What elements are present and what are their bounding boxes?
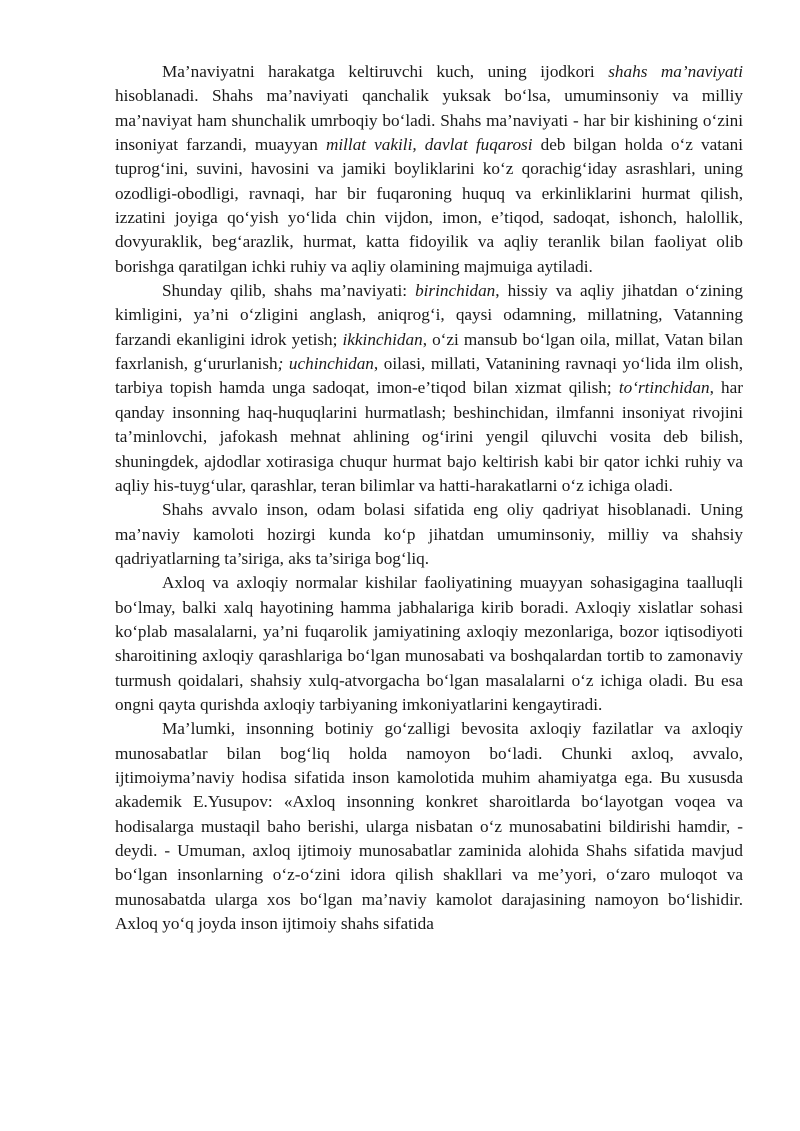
paragraph-5: Ma’lumki, insonning botiniy go‘zalligi bevosita axloqiy fazilatlar va axloqiy munosabatlar bilan bog‘liq holda namoyon bo‘ladi. Chunki axloq, avvalo, ijtimoiyma’naviy hodisa sifatida inson kamolotida muhim ahamiyatga ega. Bu xususda akademik E.Yusupov: «Axloq insonning konkret sharoitlarda bo‘layotgan voqea va hodisalarga mustaqil baho berishi, ularga nisbatan o‘z munosabatini bildirishi hamdir, - deydi. - Umuman, axloq ijtimoiy munosabatlar zaminida alohida Shahs sifatida mavjud bo‘lgan insonlarning o‘z-o‘zini idora qilish shakllari va me’yori, o‘zaro muloqot va munosabatda ularga xos bo‘lgan ma’naviy kamolot darajasining namoyon bo‘lishidir. Axloq yo‘q joyda inson ijtimoiy shahs sifatida: [115, 719, 743, 934]
paragraph-4: Axloq va axloqiy normalar kishilar faoliyatining muayyan sohasigagina taalluqli bo‘lmay, balki xalq hayotining hamma jabhalariga kirib boradi. Axloqiy xislatlar sohasi ko‘plab masalalarni, ya’ni fuqarolik jamiyatining axloqiy mezonlariga, bozor iqtisodiyoti sharoitining axloqiy qarashlariga bo‘lgan munosabati va boshqalardan tortib to zamonaviy turmush qoidalari, shahsiy xulq-atvorgacha bo‘lgan masalalarni o‘z ichiga oladi. Bu esa ongni qayta qurishda axloqiy tarbiyaning imkoniyatlarini kengaytiradi.: [115, 573, 743, 714]
paragraph-3: Shahs avvalo inson, odam bolasi sifatida eng oliy qadriyat hisoblanadi. Uning ma’naviy kamoloti hozirgi kunda ko‘p jihatdan umuminsoniy, milliy va shahsiy qadriyatlarning ta’siriga, aks ta’siriga bog‘liq.: [115, 500, 743, 568]
paragraph-2: Shunday qilib, shahs ma’naviyati: birinchidan, hissiy va aqliy jihatdan o‘zining kimligini, ya’ni o‘zligini anglash, aniqrog‘i, qaysi odamning, millatning, Vatanning farzandi ekanligini idrok yetish; ikkinchidan, o‘zi mansub bo‘lgan oila, millat, Vatan bilan faxrlanish, g‘ururlanish; uchinchidan, oilasi, millati, Vatanining ravnaqi yo‘lida ilm olish, tarbiya topish hamda unga sadoqat, imon-e’tiqod bilan xizmat qilish; to‘rtinchidan, har qanday insonning haq-huquqlarini hurmatlash; beshinchidan, ilmfanni insoniyat rivojini ta’minlovchi, jafokash mehnat ahlining og‘irini yengil qiluvchi vosita deb bilish, shuningdek, ajdodlar xotirasiga chuqur hurmat bajo keltirish kabi bir qator ichki ruhiy va aqliy his-tuyg‘ular, qarashlar, teran bilimlar va hatti-harakatlarni o‘z ichiga oladi.: [115, 281, 743, 495]
paragraph-1: Ma’naviyatni harakatga keltiruvchi kuch, uning ijodkori shahs ma’naviyati hisoblanadi. Shahs ma’naviyati qanchalik yuksak bo‘lsa, umuminsoniy va milliy ma’naviyat ham shunchalik umrboqiy bo‘ladi. Shahs ma’naviyati - har bir kishining o‘zini insoniyat farzandi, muayyan millat vakili, davlat fuqarosi deb bilgan holda o‘z vatani tuprog‘ini, suvini, havosini va jamiki boyliklarini ko‘z qorachig‘iday asrashlari, uning ozodligi-obodligi, ravnaqi, har bir fuqaroning huquq va erkinliklarini hurmat qilish, izzatini joyiga qo‘yish yo‘lida chin vijdon, imon, e’tiqod, sadoqat, ishonch, halollik, dovyuraklik, beg‘arazlik, hurmat, katta fidoyilik va aqliy teranlik bilan faoliyat olib borishga qaratilgan ichki ruhiy va aqliy olamining majmuiga aytiladi.: [115, 62, 743, 276]
